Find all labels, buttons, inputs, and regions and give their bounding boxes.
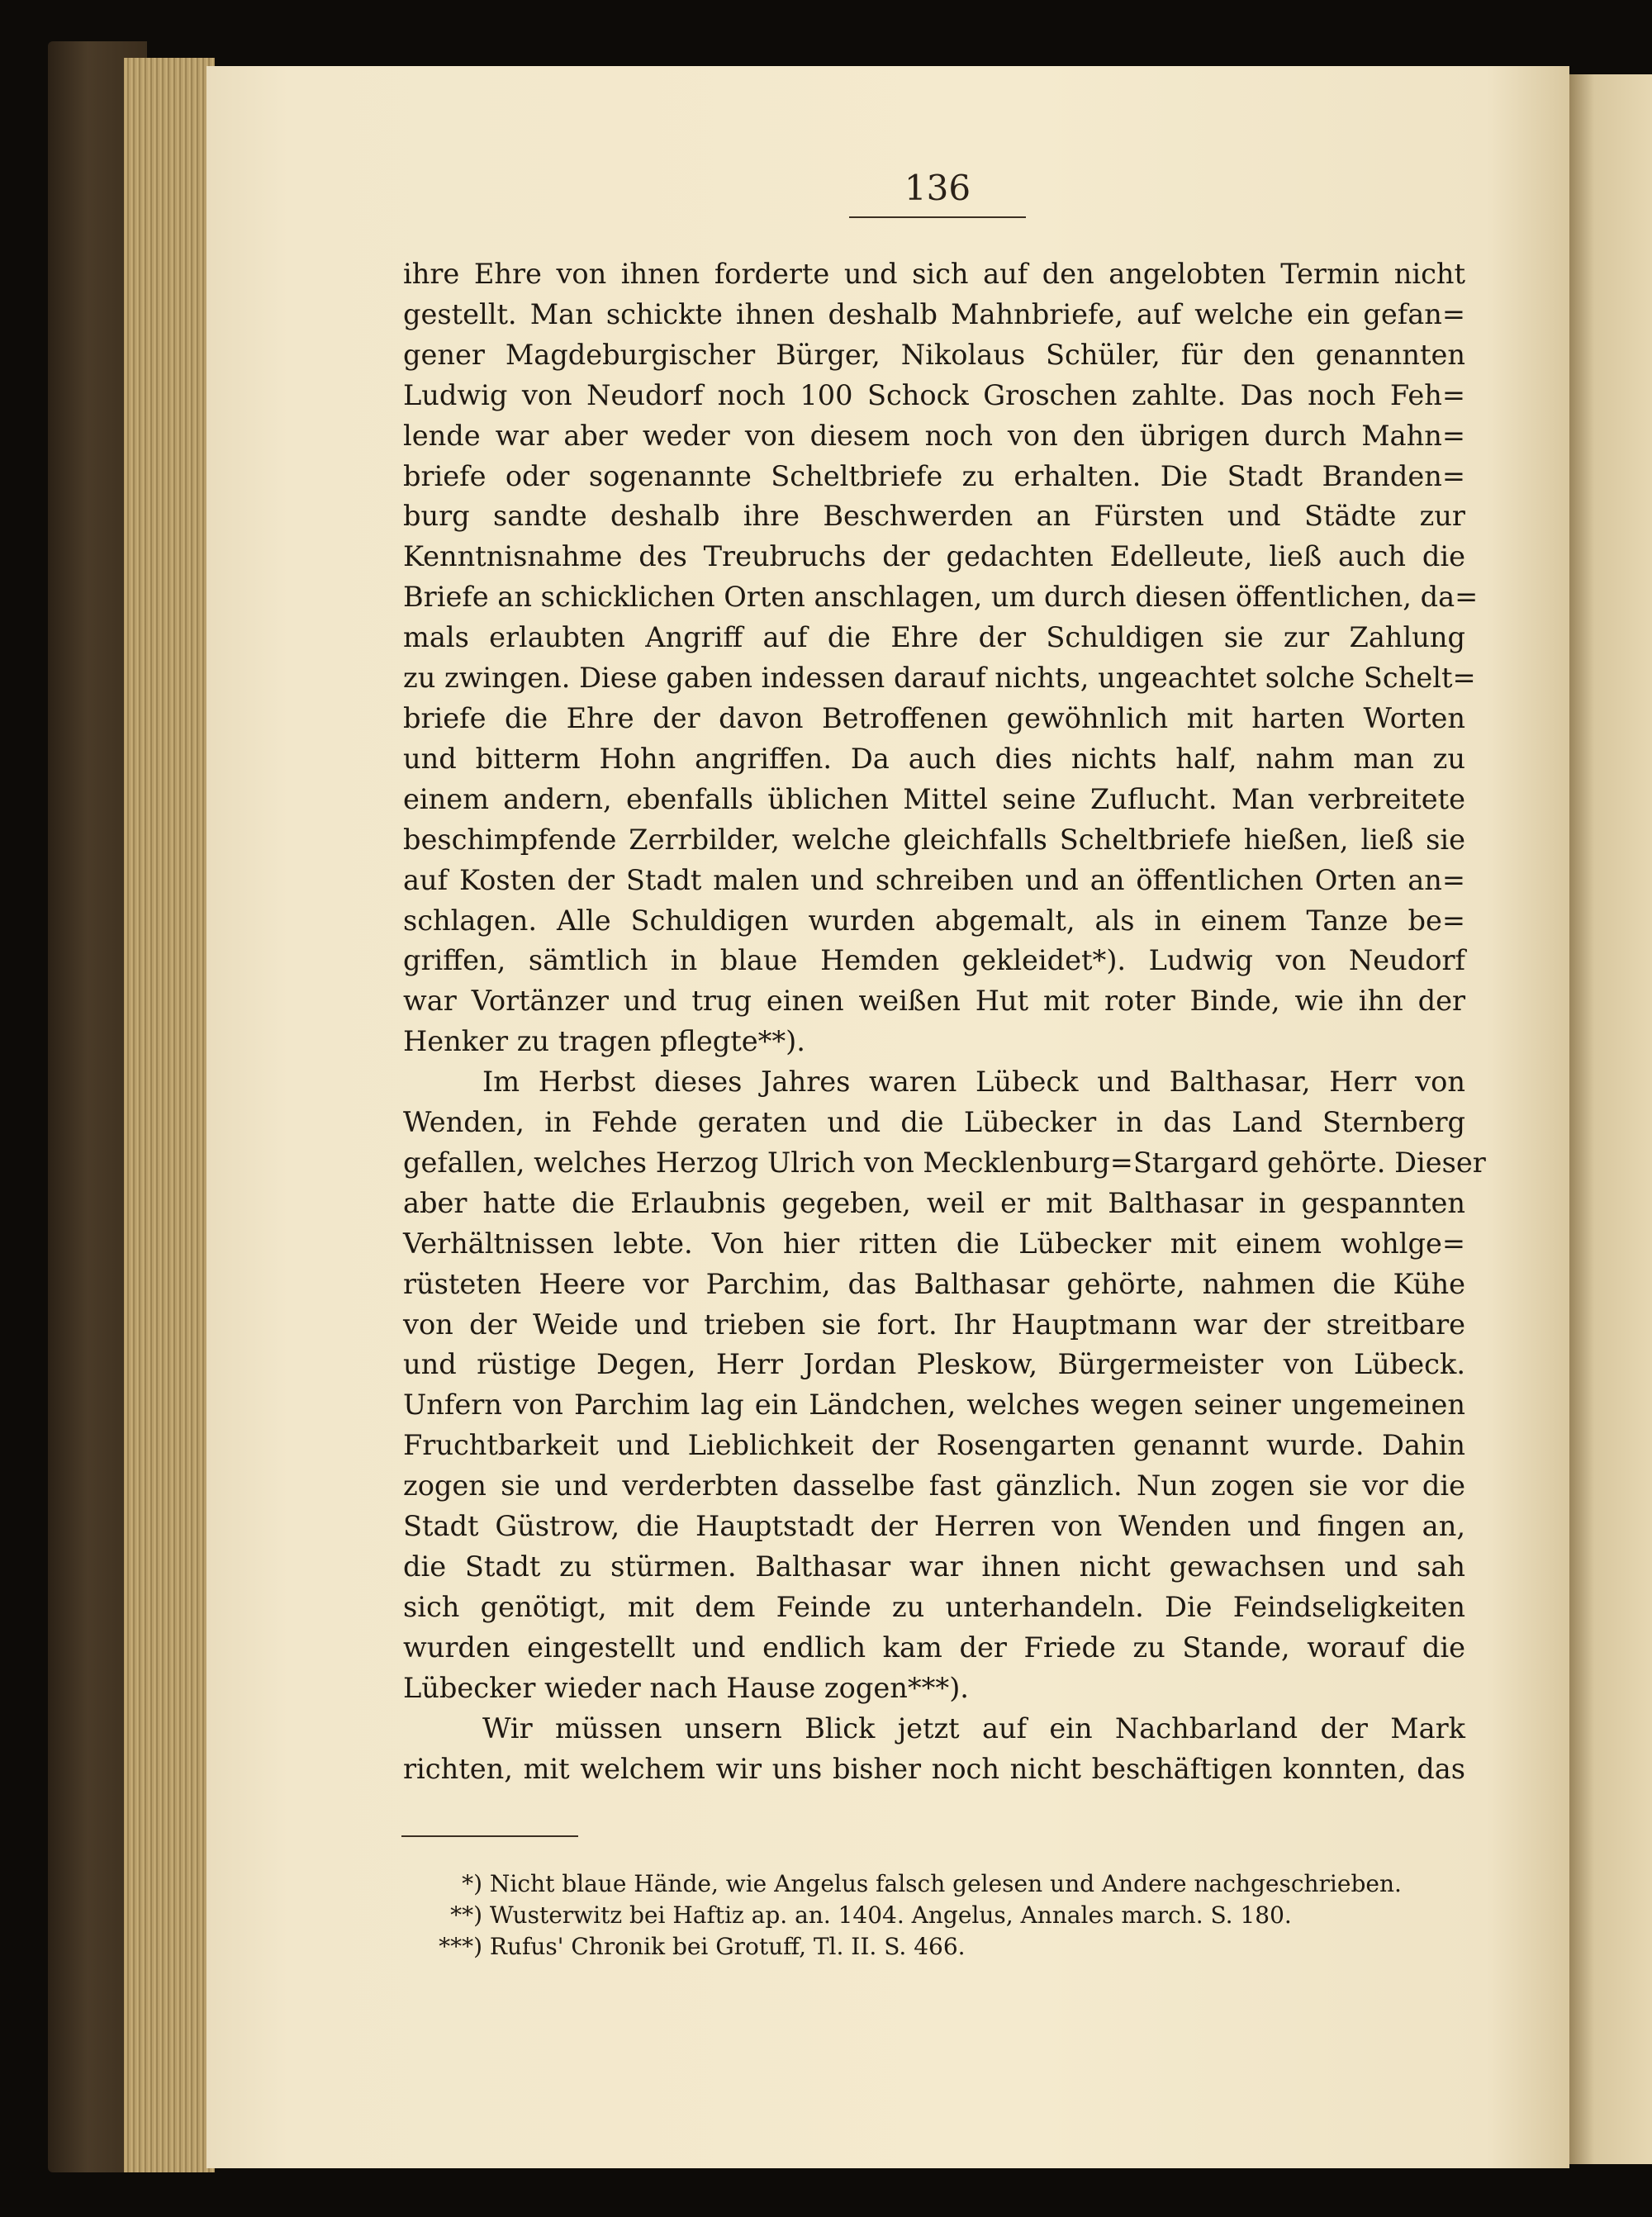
text-line: und rüstige Degen, Herr Jordan Pleskow, Bürgermeister von Lübeck. [403, 1348, 1465, 1381]
text-line: Kenntnisnahme des Treubruchs der gedachten Edelleute, ließ auch die [403, 540, 1465, 573]
page-number-rule [849, 216, 1026, 218]
footnote [401, 1868, 1467, 1900]
text-line: Wenden, in Fehde geraten und die Lübecker in das Land Sternberg [403, 1106, 1465, 1139]
footnote-text: Wusterwitz bei Haftiz ap. an. 1404. Angelus, Annales march. S. 180. [489, 1901, 1292, 1929]
text-line: einem andern, ebenfalls üblichen Mittel seine Zuflucht. Man verbreitete [403, 782, 1465, 815]
text-line: aber hatte die Erlaubnis gegeben, weil er mit Balthasar in gespannten [403, 1186, 1465, 1219]
text-line: gestellt. Man schickte ihnen deshalb Mahnbriefe, auf welche ein gefan= [403, 297, 1465, 330]
text-line: richten, mit welchem wir uns bisher noch nicht beschäftigen konnten, das [403, 1752, 1465, 1785]
text-line: Verhältnissen lebte. Von hier ritten die Lübecker mit einem wohlge= [403, 1227, 1465, 1260]
footnote-text: Nicht blaue Hände, wie Angelus falsch gelesen und Andere nachgeschrieben. [489, 1870, 1402, 1897]
text-line: gener Magdeburgischer Bürger, Nikolaus Schüler, für den genannten [403, 338, 1465, 371]
page-stack-edges [124, 58, 215, 2172]
text-line: zu zwingen. Diese gaben indessen darauf nichts, ungeachtet solche Schelt= [403, 662, 1476, 695]
footnote-mark: ***) [439, 1933, 482, 1960]
text-line: Unfern von Parchim lag ein Ländchen, welches wegen seiner ungemeinen [403, 1389, 1465, 1422]
text-line: von der Weide und trieben sie fort. Ihr Hauptmann war der streitbare [403, 1308, 1465, 1341]
footnote-mark: *) [462, 1870, 482, 1897]
text-line: Fruchtbarkeit und Lieblichkeit der Rosengarten genannt wurde. Dahin [403, 1429, 1465, 1462]
text-line: briefe oder sogenannte Scheltbriefe zu erhalten. Die Stadt Branden= [403, 459, 1465, 492]
text-line: war Vortänzer und trug einen weißen Hut mit roter Binde, wie ihn der [403, 985, 1465, 1018]
text-line: Briefe an schicklichen Orten anschlagen, um durch diesen öffentlichen, da= [403, 581, 1479, 614]
text-line: sich genötigt, mit dem Feinde zu unterhandeln. Die Feindseligkeiten [403, 1590, 1465, 1623]
footnote-text: Rufus' Chronik bei Grotuff, Tl. II. S. 466. [489, 1933, 966, 1960]
text-line: wurden eingestellt und endlich kam der Friede zu Stande, worauf die [403, 1631, 1465, 1664]
text-line: lende war aber weder von diesem noch von den übrigen durch Mahn= [403, 419, 1465, 452]
text-line: zogen sie und verderbten dasselbe fast gänzlich. Nun zogen sie vor die [403, 1469, 1465, 1503]
footnote [401, 1931, 1467, 1963]
footnote-rule [401, 1835, 578, 1837]
body-text [403, 254, 1486, 1789]
paragraph-start-line: Wir müssen unsern Blick jetzt auf ein Nachbarland der Mark [482, 1711, 1465, 1745]
footnote [401, 1900, 1467, 1931]
facing-page-edge [1569, 74, 1652, 2164]
text-line: ihre Ehre von ihnen forderte und sich auf den angelobten Termin nicht [403, 258, 1465, 290]
text-line: Stadt Güstrow, die Hauptstadt der Herren von Wenden und fingen an, [403, 1510, 1465, 1543]
footnote-mark: **) [450, 1901, 482, 1929]
text-line: gefallen, welches Herzog Ulrich von Mecklenburg=Stargard gehörte. Dieser [403, 1146, 1486, 1179]
text-line: auf Kosten der Stadt malen und schreiben und an öffentlichen Orten an= [403, 863, 1465, 896]
paragraph-start-line: Im Herbst dieses Jahres waren Lübeck und Balthasar, Herr von [482, 1066, 1465, 1099]
text-line: die Stadt zu stürmen. Balthasar war ihnen nicht gewachsen und sah [403, 1550, 1465, 1583]
text-line: Ludwig von Neudorf noch 100 Schock Groschen zahlte. Das noch Feh= [403, 378, 1465, 411]
text-line: mals erlaubten Angriff auf die Ehre der Schuldigen sie zur Zahlung [403, 621, 1465, 654]
text-line: briefe die Ehre der davon Betroffenen gewöhnlich mit harten Worten [403, 701, 1465, 734]
text-line: schlagen. Alle Schuldigen wurden abgemalt, als in einem Tanze be= [403, 904, 1465, 937]
text-line: beschimpfende Zerrbilder, welche gleichfalls Scheltbriefe hießen, ließ sie [403, 823, 1465, 856]
page-number: 136 [904, 168, 971, 208]
text-line: rüsteten Heere vor Parchim, das Balthasar gehörte, nahmen die Kühe [403, 1267, 1465, 1300]
paragraph-end-line: Lübecker wieder nach Hause zogen***). [403, 1671, 969, 1704]
paragraph-end-line: Henker zu tragen pflegte**). [403, 1025, 805, 1058]
text-line: griffen, sämtlich in blaue Hemden gekleidet*). Ludwig von Neudorf [403, 944, 1465, 977]
text-line: und bitterm Hohn angriffen. Da auch dies nichts half, nahm man zu [403, 742, 1465, 775]
text-line: burg sandte deshalb ihre Beschwerden an Fürsten und Städte zur [403, 500, 1465, 533]
footnotes [401, 1868, 1467, 1963]
